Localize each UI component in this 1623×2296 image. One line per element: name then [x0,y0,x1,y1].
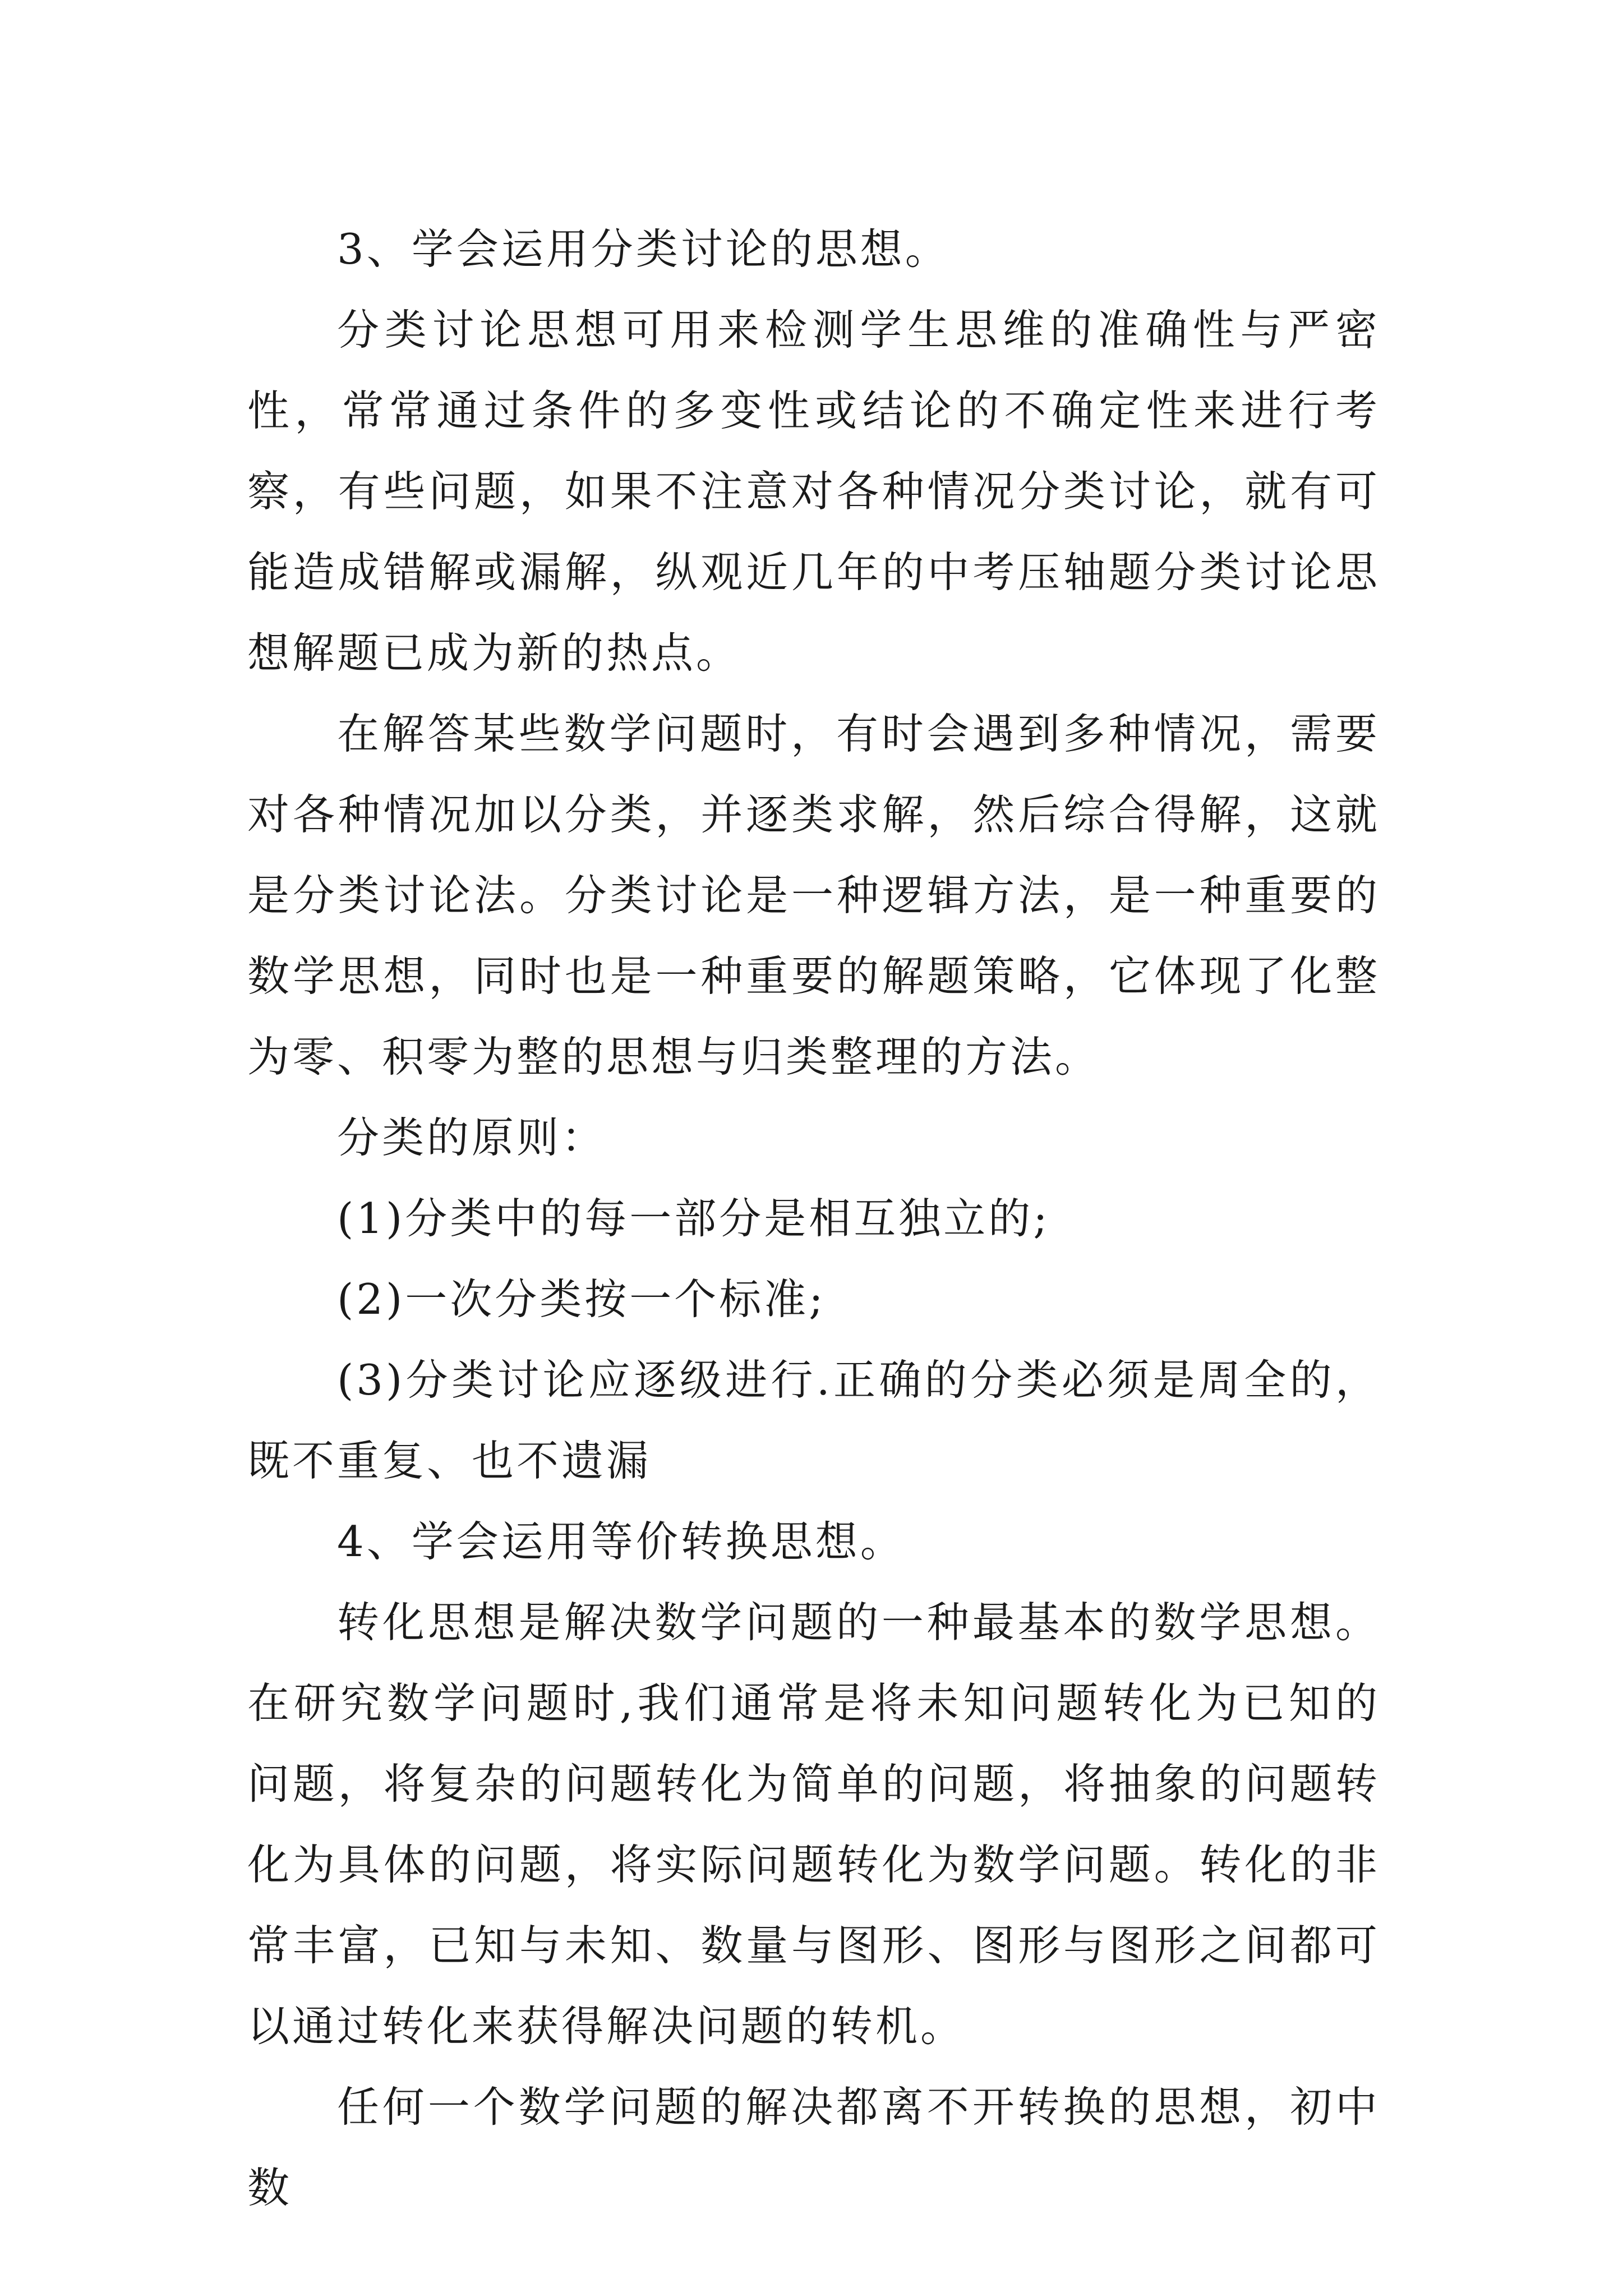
section-heading-4: 4、学会运用等价转换思想。 [337,1517,905,1566]
section-heading-3: 3、学会运用分类讨论的思想。 [337,224,950,274]
principles-heading: 分类的原则： [337,1113,607,1162]
principle-item-3: (3)分类讨论应逐级进行.正确的分类必须是周全的，既不重复、也不遗漏 [247,1355,1380,1485]
paragraph-classification-method: 在解答某些数学问题时，有时会遇到多种情况，需要对各种情况加以分类，并逐类求解，然后综合得解，这就是分类讨论法。分类讨论是一种逻辑方法，是一种重要的数学思想，同时也是一种重要的解题策略，它体现了化整为零、积零为整的思想与归类整理的方法。 [247,709,1380,1082]
paragraph-transformation-continued: 任何一个数学问题的解决都离不开转换的思想，初中数 [247,2082,1380,2212]
principle-item-1: (1)分类中的每一部分是相互独立的; [337,1194,1050,1243]
principle-item-2: (2)一次分类按一个标准; [337,1274,826,1324]
paragraph-classification-purpose: 分类讨论思想可用来检测学生思维的准确性与严密性，常常通过条件的多变性或结论的不确定性来进行考察，有些问题，如果不注意对各种情况分类讨论，就有可能造成错解或漏解，纵观近几年的中考压轴题分类讨论思想解题已成为新的热点。 [247,305,1380,678]
paragraph-transformation: 转化思想是解决数学问题的一种最基本的数学思想。在研究数学问题时,我们通常是将未知问题转化为已知的问题，将复杂的问题转化为简单的问题，将抽象的问题转化为具体的问题，将实际问题转化为数学问题。转化的非常丰富，已知与未知、数量与图形、图形与图形之间都可以通过转化来获得解决问题的转机。 [247,1598,1380,2051]
document-body [247,209,1380,2228]
